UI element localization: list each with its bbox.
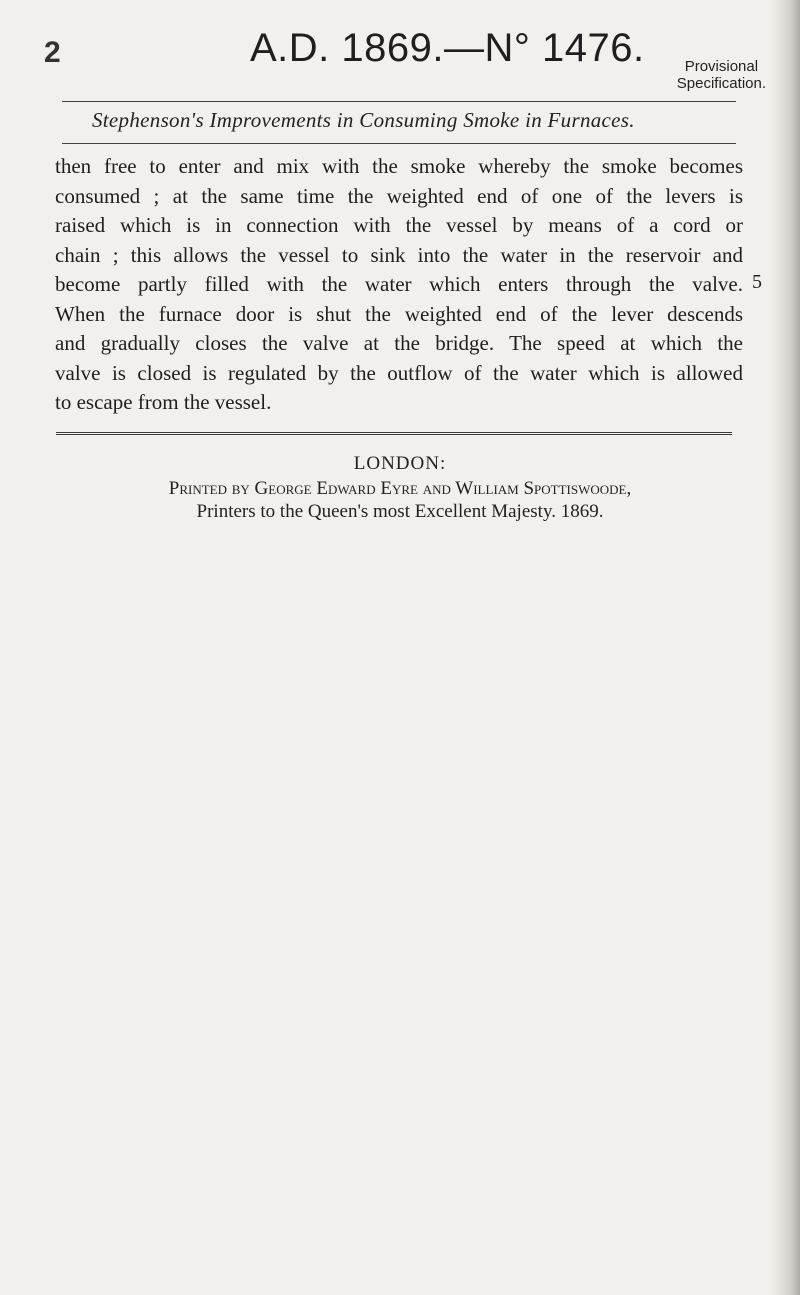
margin-line-number: 5 xyxy=(752,271,762,293)
page-number: 2 xyxy=(44,36,61,69)
body-line: raised which is in connection with the vessel by means of a cord or xyxy=(55,213,743,237)
header-rule xyxy=(62,101,736,102)
body-line: consumed ; at the same time the weighted end of one of the levers is xyxy=(55,183,743,208)
specification-status xyxy=(677,58,766,92)
printer-colophon xyxy=(0,452,800,523)
specification-status-line-2: Specification. xyxy=(676,75,766,92)
colophon-printers: Printers to the Queen's most Excellent Majesty. 1869. xyxy=(196,501,604,522)
body-line: and gradually closes the valve at the bridge. The speed at which the xyxy=(55,331,743,355)
body-line: valve is closed is regulated by the outflow of the water which is allowed xyxy=(55,360,743,385)
document-subtitle: Stephenson's Improvements in Consuming Smoke in Furnaces. xyxy=(92,108,635,132)
body-line: When the furnace door is shut the weighted end of the lever descends xyxy=(55,301,743,326)
colophon-printed-by: Printed by George Edward Eyre and William Spottiswoode, xyxy=(168,478,632,499)
patent-header-title: A.D. 1869.—N° 1476. xyxy=(250,26,645,70)
subtitle-rule xyxy=(62,143,736,144)
body-text xyxy=(55,152,743,418)
body-line: become partly filled with the water which enters through the valve. xyxy=(55,272,743,296)
body-line: then free to enter and mix with the smoke whereby the smoke becomes xyxy=(55,154,743,178)
body-line: to escape from the vessel. xyxy=(55,390,272,414)
body-line: chain ; this allows the vessel to sink into the water in the reservoir and xyxy=(55,242,743,267)
specification-status-line-1: Provisional xyxy=(684,58,759,75)
footer-rule xyxy=(56,432,732,438)
colophon-place: LONDON: xyxy=(353,453,447,474)
